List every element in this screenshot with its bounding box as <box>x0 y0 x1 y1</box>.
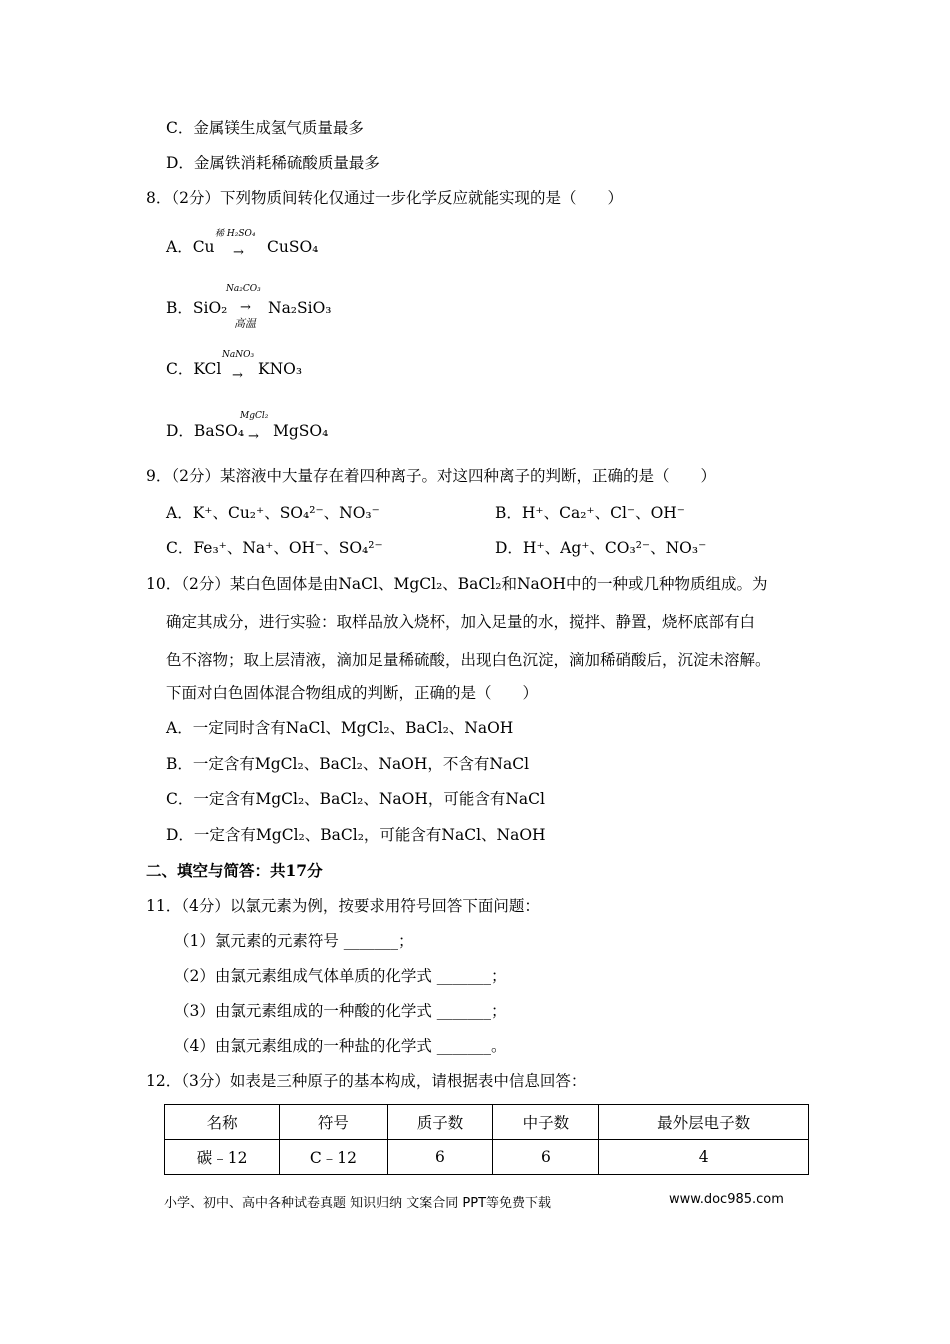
q10-option-d: D．一定含有MgCl₂、BaCl₂，可能含有NaCl、NaOH <box>166 826 546 844</box>
atom-table <box>164 1104 809 1175</box>
q8-stem: 8．（2分）下列物质间转化仅通过一步化学反应就能实现的是（ ） <box>146 189 623 207</box>
q11-stem: 11．（4分）以氯元素为例，按要求用符号回答下面问题： <box>146 897 540 915</box>
q8-option-c-arrow: → <box>232 368 243 383</box>
table-cell: C﹣12 <box>280 1140 387 1175</box>
table-header-cell: 符号 <box>280 1105 387 1140</box>
q8-option-a-arrow: → <box>233 245 244 260</box>
q10-stem-line4: 下面对白色固体混合物组成的判断，正确的是（ ） <box>166 684 539 702</box>
q8-option-c-condition: NaNO₃ <box>222 350 255 360</box>
q8-option-a-reactant: A．Cu <box>166 238 215 256</box>
table-header-cell: 质子数 <box>387 1105 493 1140</box>
table-cell: 碳﹣12 <box>165 1140 280 1175</box>
q11-part4: （4）由氯元素组成的一种盐的化学式 _______。 <box>174 1037 507 1055</box>
q10-option-a: A．一定同时含有NaCl、MgCl₂、BaCl₂、NaOH <box>166 719 514 737</box>
q8-option-d-reactant: D．BaSO₄ <box>166 422 245 440</box>
q8-option-d-condition: MgCl₂ <box>240 411 269 421</box>
q8-option-d-arrow: → <box>248 429 259 444</box>
q9-option-a: A．K⁺、Cu₂⁺、SO₄²⁻、NO₃⁻ <box>166 504 380 522</box>
q8-option-b-condition: Na₂CO₃ <box>226 284 261 294</box>
table-cell: 4 <box>599 1140 809 1175</box>
table-header-cell: 最外层电子数 <box>599 1105 809 1140</box>
q8-option-d-product: MgSO₄ <box>273 422 329 440</box>
page-footer <box>164 1192 784 1211</box>
q9-option-b: B．H⁺、Ca₂⁺、Cl⁻、OH⁻ <box>495 504 685 522</box>
q8-option-a-condition: 稀 H₂SO₄ <box>215 229 256 239</box>
q7-option-c: C．金属镁生成氢气质量最多 <box>166 119 364 137</box>
q8-option-b-reactant: B．SiO₂ <box>166 299 228 317</box>
q10-option-c: C．一定含有MgCl₂、BaCl₂、NaOH，可能含有NaCl <box>166 790 545 808</box>
footer-url[interactable]: www.doc985.com <box>669 1192 784 1207</box>
table-header-cell: 中子数 <box>493 1105 599 1140</box>
q8-option-c-reactant: C．KCl <box>166 360 222 378</box>
table-cell: 6 <box>387 1140 493 1175</box>
q9-option-d: D．H⁺、Ag⁺、CO₃²⁻、NO₃⁻ <box>495 539 707 557</box>
q9-option-c: C．Fe₃⁺、Na⁺、OH⁻、SO₄²⁻ <box>166 539 383 557</box>
q8-option-a-product: CuSO₄ <box>267 238 319 256</box>
q7-option-d: D．金属铁消耗稀硫酸质量最多 <box>166 154 380 172</box>
q12-stem: 12．（3分）如表是三种原子的基本构成，请根据表中信息回答： <box>146 1072 587 1090</box>
q8-option-b-product: Na₂SiO₃ <box>268 299 332 317</box>
table-cell: 6 <box>493 1140 599 1175</box>
footer-text: 小学、初中、高中各种试卷真题 知识归纳 文案合同 PPT等免费下载 <box>164 1196 552 1211</box>
q11-part2: （2）由氯元素组成气体单质的化学式 _______； <box>174 967 507 985</box>
table-header-row <box>165 1105 809 1140</box>
q10-stem-line2: 确定其成分，进行实验：取样品放入烧杯，加入足量的水，搅拌、静置，烧杯底部有白 <box>166 613 756 631</box>
q10-stem-line3: 色不溶物；取上层清液，滴加足量稀硫酸，出现白色沉淀，滴加稀硝酸后，沉淀未溶解。 <box>166 651 771 669</box>
section-heading: 二、填空与简答：共17分 <box>146 861 323 880</box>
q10-option-b: B．一定含有MgCl₂、BaCl₂、NaOH，不含有NaCl <box>166 755 530 773</box>
q8-option-c-product: KNO₃ <box>258 360 303 378</box>
q11-part3: （3）由氯元素组成的一种酸的化学式 _______； <box>174 1002 507 1020</box>
q9-stem: 9．（2分）某溶液中大量存在着四种离子。对这四种离子的判断，正确的是（ ） <box>146 467 716 485</box>
q8-option-b-condition-temp: 高温 <box>234 317 256 330</box>
q11-part1: （1）氯元素的元素符号 _______； <box>174 932 414 950</box>
table-header-cell: 名称 <box>165 1105 280 1140</box>
q8-option-b-arrow: → <box>240 300 251 315</box>
table-row <box>165 1140 809 1175</box>
q10-stem-line1: 10．（2分）某白色固体是由NaCl、MgCl₂、BaCl₂和NaOH中的一种或几种物质组成。为 <box>146 575 768 593</box>
